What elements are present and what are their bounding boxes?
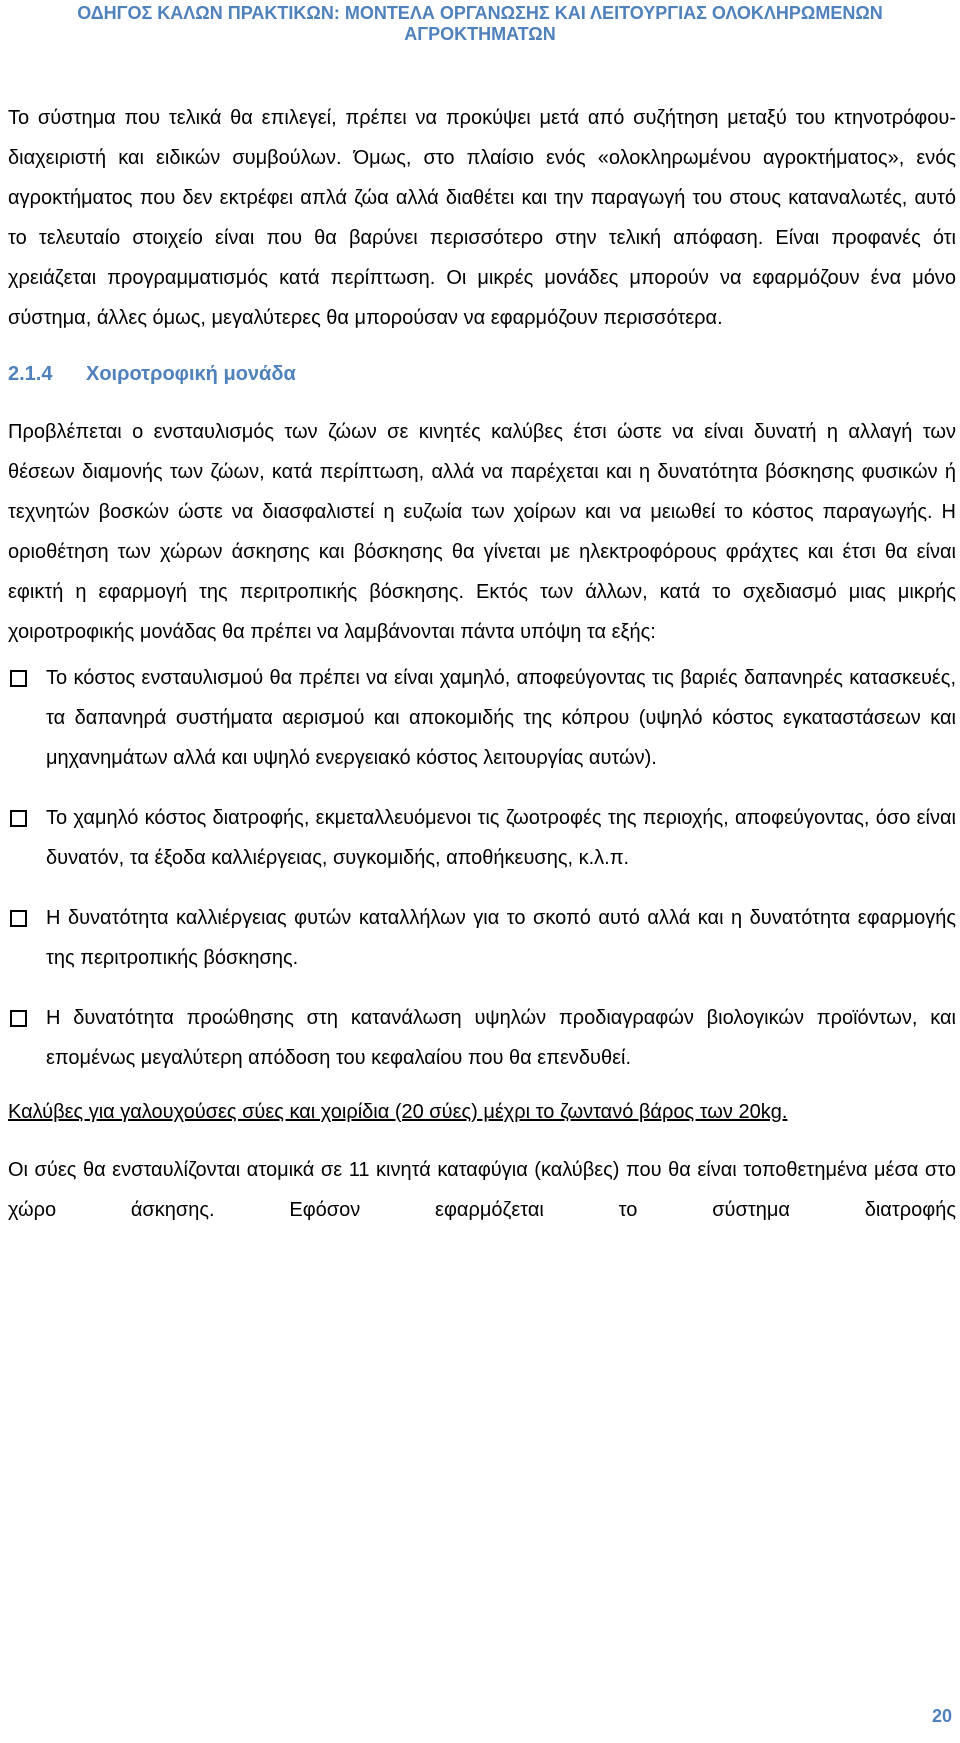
checklist <box>8 658 956 1078</box>
list-item <box>8 798 956 878</box>
list-item <box>8 898 956 978</box>
header-line-1: ΟΔΗΓΟΣ ΚΑΛΩΝ ΠΡΑΚΤΙΚΩΝ: ΜΟΝΤΕΛΑ ΟΡΓΑΝΩΣΗΣ ΚΑΙ ΛΕΙΤΟΥΡΓΙΑΣ ΟΛΟΚΛΗΡΩΜΕΝΩΝ <box>77 3 883 23</box>
checkbox-bullet-icon <box>10 670 27 687</box>
list-item-text: Η δυνατότητα προώθησης στη κατανάλωση υψηλών προδιαγραφών βιολογικών προϊόντων, και επομένως μεγαλύτερη απόδοση του κεφαλαίου που θα επενδυθεί. <box>46 1007 956 1069</box>
header-line-2: ΑΓΡΟΚΤΗΜΑΤΩΝ <box>404 24 556 44</box>
section-heading <box>8 362 956 386</box>
document-body <box>8 98 956 1230</box>
list-item <box>8 998 956 1078</box>
list-item-text: Το κόστος ενσταυλισμού θα πρέπει να είναι χαμηλό, αποφεύγοντας τις βαριές δαπανηρές κατασκευές, τα δαπανηρά συστήματα αερισμού και αποκομιδής της κόπρου (υψηλό κόστος εγκαταστάσεων και μηχανημάτων αλλά και υψηλό ενεργειακό κόστος λειτουργίας αυτών). <box>46 667 956 769</box>
list-item-text: Η δυνατότητα καλλιέργειας φυτών καταλλήλων για το σκοπό αυτό αλλά και η δυνατότητα εφαρμογής της περιτροπικής βόσκησης. <box>46 907 956 969</box>
page-header <box>0 0 960 45</box>
list-item <box>8 658 956 778</box>
section-paragraph: Προβλέπεται ο ενσταυλισμός των ζώων σε κινητές καλύβες έτσι ώστε να είναι δυνατή η αλλαγή των θέσεων διαμονής των ζώων, κατά περίπτωση, αλλά να παρέχεται και η δυνατότητα βόσκησης φυσικών ή τεχνητών βοσκών ώστε να διασφαλιστεί η ευζωία των χοίρων και να μειωθεί το κόστος παραγωγής. Η οριοθέτηση των χώρων άσκησης και βόσκησης θα γίνεται με ηλεκτροφόρους φράχτες και έτσι θα είναι εφικτή η εφαρμογή της περιτροπικής βόσκησης. Εκτός των άλλων, κατά το σχεδιασμό μιας μικρής χοιροτροφικής μονάδας θα πρέπει να λαμβάνονται πάντα υπόψη τα εξής: <box>8 421 956 643</box>
final-paragraph: Οι σύες θα ενσταυλίζονται ατομικά σε 11 κινητά καταφύγια (καλύβες) που θα είναι τοποθετημένα μέσα στο χώρο άσκησης. Εφόσον εφαρμόζεται το σύστημα διατροφής <box>8 1159 956 1221</box>
page-number: 20 <box>931 1706 952 1726</box>
list-item-text: Το χαμηλό κόστος διατροφής, εκμεταλλευόμενοι τις ζωοτροφές της περιοχής, αποφεύγοντας, όσο είναι δυνατόν, τα έξοδα καλλιέργειας, συγκομιδής, αποθήκευσης, κ.λ.π. <box>46 807 956 869</box>
checkbox-bullet-icon <box>10 1010 27 1027</box>
underlined-subheading: Καλύβες για γαλουχούσες σύες και χοιρίδια (20 σύες) μέχρι το ζωντανό βάρος των 20kg. <box>8 1101 788 1123</box>
checkbox-bullet-icon <box>10 810 27 827</box>
section-number: 2.1.4 <box>8 363 53 385</box>
section-title: Χοιροτροφική μονάδα <box>86 363 296 385</box>
checkbox-bullet-icon <box>10 910 27 927</box>
intro-paragraph: Το σύστημα που τελικά θα επιλεγεί, πρέπει να προκύψει μετά από συζήτηση μεταξύ του κτηνοτρόφου-διαχειριστή και ειδικών συμβούλων. Όμως, στο πλαίσιο ενός «ολοκληρωμένου αγροκτήματος», ενός αγροκτήματος που δεν εκτρέφει απλά ζώα αλλά διαθέτει και την παραγωγή του στους καταναλωτές, αυτό το τελευταίο στοιχείο είναι που θα βαρύνει περισσότερο στην τελική απόφαση. Είναι προφανές ότι χρειάζεται προγραμματισμός κατά περίπτωση. Οι μικρές μονάδες μπορούν να εφαρμόζουν ένα μόνο σύστημα, άλλες όμως, μεγαλύτερες θα μπορούσαν να εφαρμόζουν περισσότερα. <box>8 107 956 329</box>
